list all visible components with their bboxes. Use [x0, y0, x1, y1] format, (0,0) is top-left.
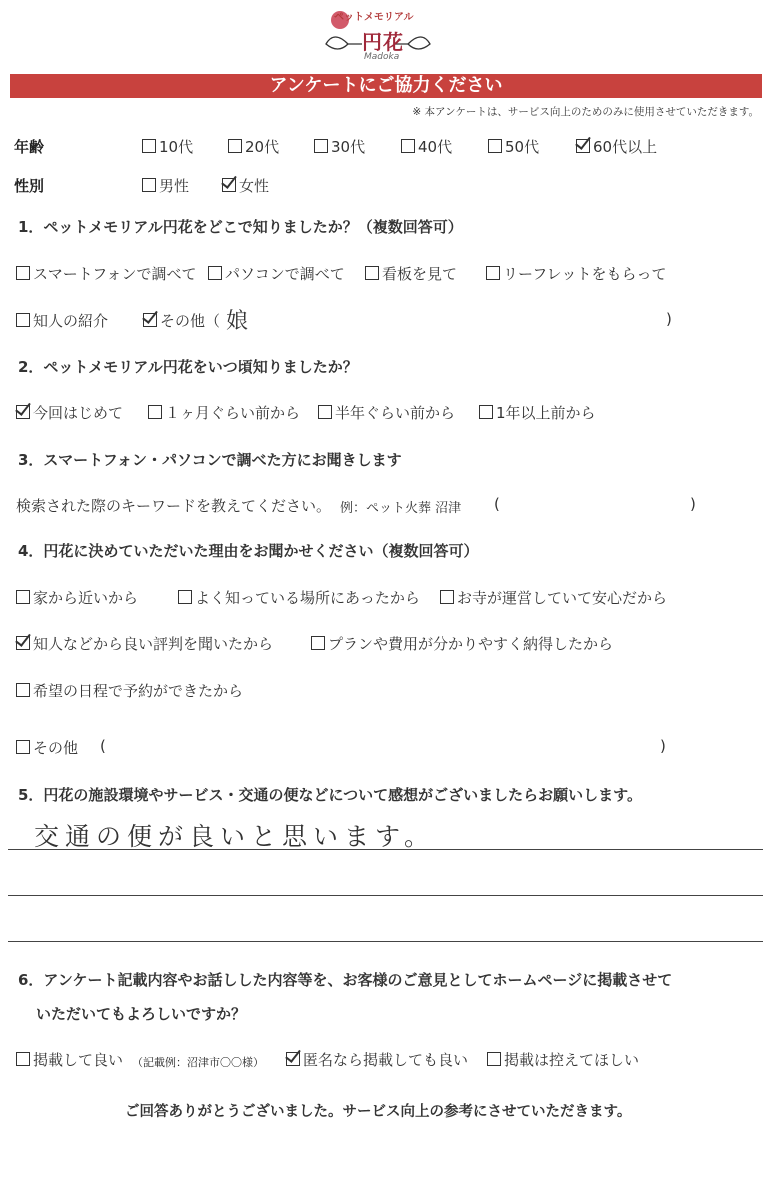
question-5-title: 5．円花の施設環境やサービス・交通の便などについて感想がございましたらお願いします。	[18, 786, 642, 804]
q6-example-note: （記載例：沼津市〇〇様）	[132, 1056, 264, 1069]
q4-option-temple-run[interactable]: お寺が運営していて安心だから	[440, 587, 667, 608]
checkbox-icon[interactable]	[208, 266, 222, 280]
logo	[318, 6, 438, 68]
q5-handwritten-answer: 交通の便が良いと思います。	[34, 822, 436, 851]
checkbox-icon[interactable]	[16, 683, 30, 697]
q1-option-signboard[interactable]: 看板を見て	[365, 263, 457, 284]
checkbox-icon[interactable]	[16, 590, 30, 604]
q3-open-paren: (	[494, 495, 500, 513]
checked-checkbox-icon[interactable]	[16, 405, 30, 419]
thank-you-footer: ご回答ありがとうございました。サービス向上の参考にさせていただきます。	[125, 1104, 632, 1120]
q1-option-leaflet[interactable]: リーフレットをもらって	[486, 263, 667, 284]
q1-option-smartphone[interactable]: スマートフォンで調べて	[16, 263, 197, 284]
checkbox-icon[interactable]	[142, 178, 156, 192]
q1-other-answer: 娘	[226, 309, 249, 334]
question-3-title: 3．スマートフォン・パソコンで調べた方にお聞きします	[18, 451, 402, 469]
q2-option-half-year[interactable]: 半年ぐらい前から	[318, 402, 455, 423]
checked-checkbox-icon[interactable]	[16, 636, 30, 650]
q4-option-clear-pricing[interactable]: プランや費用が分かりやすく納得したから	[311, 633, 613, 654]
checkbox-icon[interactable]	[318, 405, 332, 419]
gender-label: 性別	[14, 177, 45, 195]
q4-close-paren: )	[660, 737, 666, 755]
q6-option-decline[interactable]: 掲載は控えてほしい	[487, 1049, 639, 1070]
checkbox-icon[interactable]	[178, 590, 192, 604]
logo-main-text: 円花	[362, 30, 404, 54]
gender-option-female[interactable]: 女性	[222, 175, 269, 196]
gender-option-male[interactable]: 男性	[142, 175, 189, 196]
privacy-note: ※ 本アンケートは、サービス向上のためのみに使用させていただきます。	[412, 106, 759, 118]
checkbox-icon[interactable]	[440, 590, 454, 604]
q1-option-referral[interactable]: 知人の紹介	[16, 310, 108, 331]
age-option-50s[interactable]: 50代	[488, 136, 539, 157]
checkbox-icon[interactable]	[311, 636, 325, 650]
q1-option-other[interactable]: その他（	[143, 310, 220, 331]
checkbox-icon[interactable]	[16, 266, 30, 280]
age-option-10s[interactable]: 10代	[142, 136, 193, 157]
checkbox-icon[interactable]	[314, 139, 328, 153]
checkbox-icon[interactable]	[486, 266, 500, 280]
checked-checkbox-icon[interactable]	[222, 178, 236, 192]
q4-option-good-reputation[interactable]: 知人などから良い評判を聞いたから	[16, 633, 273, 654]
question-4-title: 4．円花に決めていただいた理由をお聞かせください（複数回答可）	[18, 542, 479, 560]
question-2-title: 2．ペットメモリアル円花をいつ頃知りましたか？	[18, 358, 358, 376]
question-1-title: 1．ペットメモリアル円花をどこで知りましたか？（複数回答可）	[18, 218, 463, 236]
q6-option-anonymous-ok[interactable]: 匿名なら掲載しても良い	[286, 1049, 468, 1070]
q3-close-paren: )	[690, 495, 696, 513]
answer-line-2	[8, 895, 763, 896]
checked-checkbox-icon[interactable]	[576, 139, 590, 153]
age-option-40s[interactable]: 40代	[401, 136, 452, 157]
question-6-title-line-2: いただいてもよろしいですか？	[36, 1005, 247, 1023]
checkbox-icon[interactable]	[228, 139, 242, 153]
logo-top-text: ペットメモリアル	[334, 12, 414, 23]
age-option-20s[interactable]: 20代	[228, 136, 279, 157]
checkbox-icon[interactable]	[488, 139, 502, 153]
age-option-60s-plus[interactable]: 60代以上	[576, 136, 657, 157]
q6-option-publish-ok[interactable]: 掲載して良い	[16, 1049, 123, 1070]
q1-close-paren: )	[666, 310, 672, 328]
q4-option-other[interactable]: その他	[16, 737, 78, 758]
checkbox-icon[interactable]	[142, 139, 156, 153]
q4-open-paren: (	[100, 737, 106, 755]
checkbox-icon[interactable]	[479, 405, 493, 419]
answer-line-1	[8, 849, 763, 850]
age-label: 年齢	[14, 138, 45, 156]
checkbox-icon[interactable]	[487, 1052, 501, 1066]
checked-checkbox-icon[interactable]	[143, 313, 157, 327]
q2-option-first-time[interactable]: 今回はじめて	[16, 402, 123, 423]
q2-option-over-one-year[interactable]: 1年以上前から	[479, 402, 596, 423]
q3-prompt: 検索された際のキーワードを教えてください。	[16, 497, 332, 515]
survey-banner: アンケートにご協力ください	[10, 74, 762, 98]
checkbox-icon[interactable]	[16, 1052, 30, 1066]
checkbox-icon[interactable]	[148, 405, 162, 419]
checkbox-icon[interactable]	[16, 740, 30, 754]
checkbox-icon[interactable]	[365, 266, 379, 280]
q4-option-near-home[interactable]: 家から近いから	[16, 587, 138, 608]
answer-line-3	[8, 941, 763, 942]
checkbox-icon[interactable]	[16, 313, 30, 327]
age-option-30s[interactable]: 30代	[314, 136, 365, 157]
checked-checkbox-icon[interactable]	[286, 1052, 300, 1066]
logo-sub-text: Madoka	[364, 52, 400, 62]
question-6-title-line-1: 6．アンケート記載内容やお話しした内容等を、お客様のご意見としてホームページに掲載させて	[18, 971, 673, 989]
checkbox-icon[interactable]	[401, 139, 415, 153]
q2-option-one-month[interactable]: １ヶ月ぐらい前から	[148, 402, 300, 423]
q4-option-familiar-place[interactable]: よく知っている場所にあったから	[178, 587, 420, 608]
q1-option-pc[interactable]: パソコンで調べて	[208, 263, 345, 284]
q3-example: 例：ペット火葬 沼津	[340, 501, 462, 516]
q4-option-preferred-schedule[interactable]: 希望の日程で予約ができたから	[16, 680, 243, 701]
